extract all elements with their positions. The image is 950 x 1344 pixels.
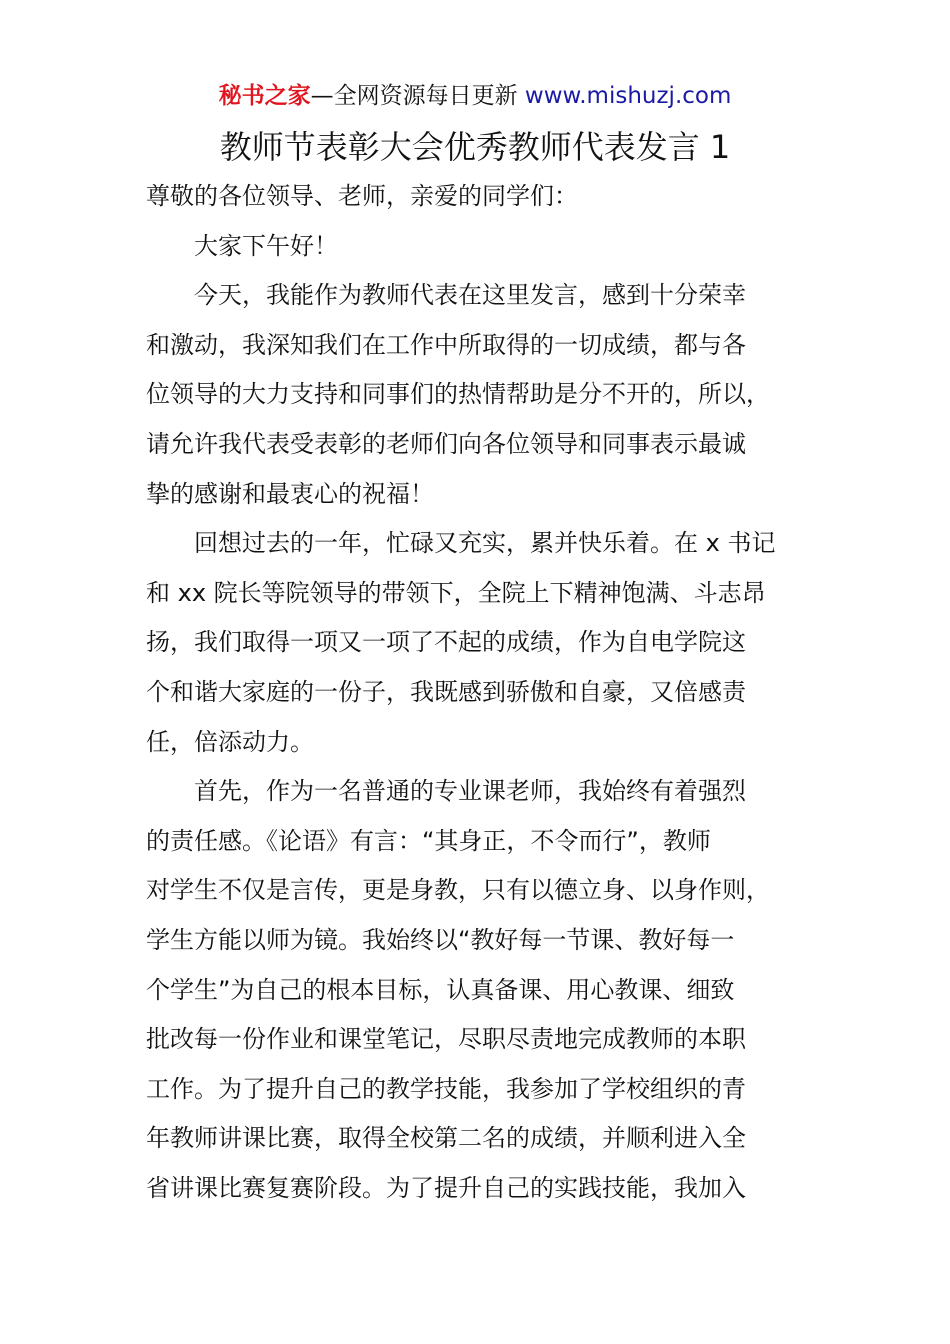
- text-line: 今天，我能作为教师代表在这里发言，感到十分荣幸: [194, 281, 746, 310]
- text-line: 和激动，我深知我们在工作中所取得的一切成绩，都与各: [146, 330, 746, 359]
- site-url-link[interactable]: www.mishuzj.com: [524, 83, 732, 109]
- text-line: 请允许我代表受表彰的老师们向各位领导和同事表示最诚: [146, 429, 746, 458]
- text-line: 和 xx 院长等院领导的带领下，全院上下精神饱满、斗志昂: [146, 578, 766, 607]
- text-line: 学生方能以师为镜。我始终以“教好每一节课、教好每一: [146, 925, 735, 954]
- text-line: 个学生”为自己的根本目标，认真备课、用心教课、细致: [146, 975, 735, 1004]
- header-tagline: —全网资源每日更新: [310, 83, 518, 109]
- text-line: 大家下午好！: [194, 231, 338, 260]
- text-line: 工作。为了提升自己的教学技能，我参加了学校组织的青: [146, 1074, 746, 1103]
- text-line: 的责任感。《论语》有言：“其身正，不令而行”，教师: [146, 826, 711, 855]
- text-line: 尊敬的各位领导、老师，亲爱的同学们：: [146, 182, 578, 210]
- text-line: 批改每一份作业和课堂笔记，尽职尽责地完成教师的本职: [146, 1025, 746, 1054]
- text-line: 位领导的大力支持和同事们的热情帮助是分不开的，所以，: [146, 380, 770, 409]
- text-line: 个和谐大家庭的一份子，我既感到骄傲和自豪，又倍感责: [146, 677, 746, 706]
- text-line: 对学生不仅是言传，更是身教，只有以德立身、以身作则，: [146, 876, 770, 905]
- text-line: 首先，作为一名普通的专业课老师，我始终有着强烈: [194, 777, 746, 806]
- text-line: 回想过去的一年，忙碌又充实，累并快乐着。在 x 书记: [194, 529, 776, 558]
- text-line: 挚的感谢和最衷心的祝福！: [146, 479, 434, 508]
- brand-name: 秘书之家: [218, 83, 311, 109]
- text-line: 省讲课比赛复赛阶段。为了提升自己的实践技能，我加入: [146, 1173, 746, 1202]
- text-line: 任，倍添动力。: [146, 727, 314, 756]
- text-line: 年教师讲课比赛，取得全校第二名的成绩，并顺利进入全: [146, 1124, 746, 1153]
- document-title: 教师节表彰大会优秀教师代表发言 1: [219, 128, 731, 166]
- text-line: 扬，我们取得一项又一项了不起的成绩，作为自电学院这: [146, 628, 746, 657]
- site-header: [0, 80, 950, 112]
- document-body: [146, 172, 806, 1213]
